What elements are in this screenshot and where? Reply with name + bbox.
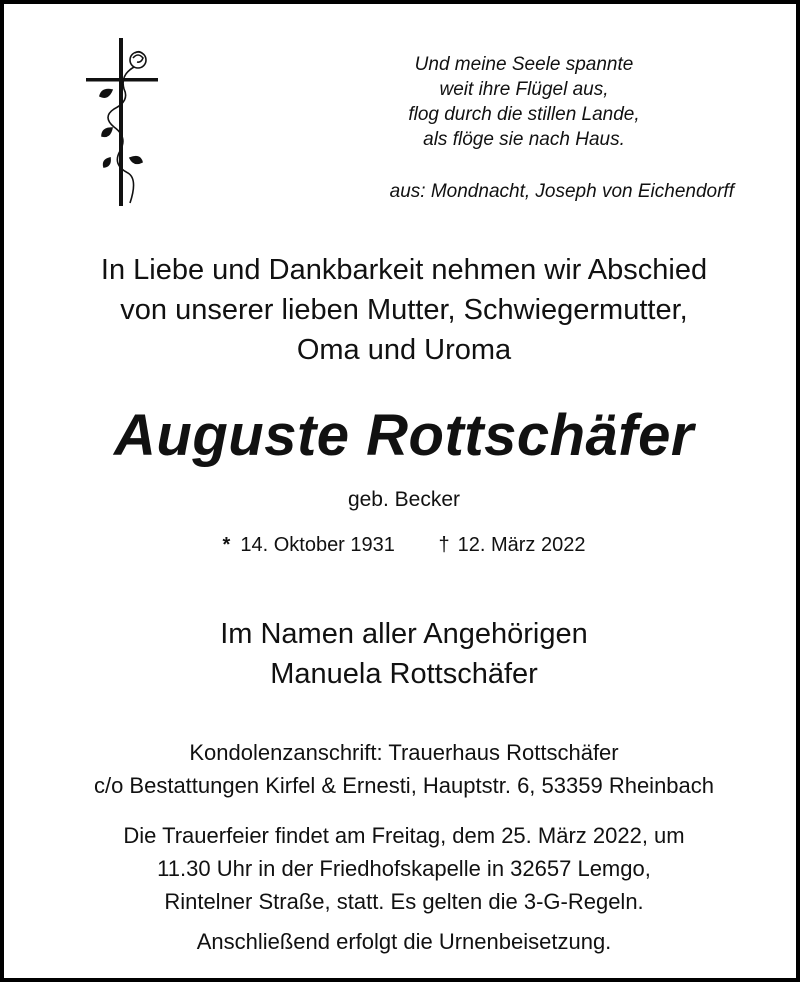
poem-line: als flöge sie nach Haus. <box>423 129 625 150</box>
signoff <box>4 614 800 694</box>
intro-line: In Liebe und Dankbarkeit nehmen wir Abschied <box>100 254 708 286</box>
birth-star-icon: * <box>222 534 231 556</box>
intro-line: Oma und Uroma <box>296 334 512 366</box>
burial-info: Anschließend erfolgt die Urnenbeisetzung. <box>196 929 612 954</box>
maiden-name: geb. Becker <box>347 488 461 511</box>
intro-text <box>4 250 800 370</box>
signoff-signature: Manuela Rottschäfer <box>270 658 538 690</box>
death-dagger-icon: † <box>438 534 450 556</box>
death-date-group <box>438 534 585 557</box>
poem-line: Und meine Seele spannte <box>414 54 634 75</box>
condolence-line: c/o Bestattungen Kirfel & Ernesti, Hauptstr. 6, 53359 Rheinbach <box>93 773 715 798</box>
service-line: 11.30 Uhr in der Friedhofskapelle in 32657 Lemgo, <box>157 856 651 881</box>
intro-line: von unserer lieben Mutter, Schwiegermutter, <box>120 294 688 326</box>
condolence-address <box>4 736 800 802</box>
deceased-name: Auguste Rottschäfer <box>114 403 694 468</box>
service-line: Rintelner Straße, statt. Es gelten die 3-G-Regeln. <box>164 889 644 914</box>
birth-date-group <box>223 534 395 557</box>
poem-line: flog durch die stillen Lande, <box>408 104 640 125</box>
birth-date: 14. Oktober 1931 <box>240 534 395 556</box>
signoff-line: Im Namen aller Angehörigen <box>220 618 588 650</box>
life-dates <box>4 534 800 557</box>
cross-with-rose-icon <box>82 38 166 208</box>
service-line: Die Trauerfeier findet am Freitag, dem 25. März 2022, um <box>123 823 685 848</box>
poem-source: aus: Mondnacht, Joseph von Eichendorff <box>389 181 734 202</box>
condolence-line: Kondolenzanschrift: Trauerhaus Rottschäfer <box>189 740 619 765</box>
poem <box>364 52 684 152</box>
funeral-service-info <box>4 819 800 918</box>
poem-line: weit ihre Flügel aus, <box>439 79 609 100</box>
death-date: 12. März 2022 <box>457 534 586 556</box>
